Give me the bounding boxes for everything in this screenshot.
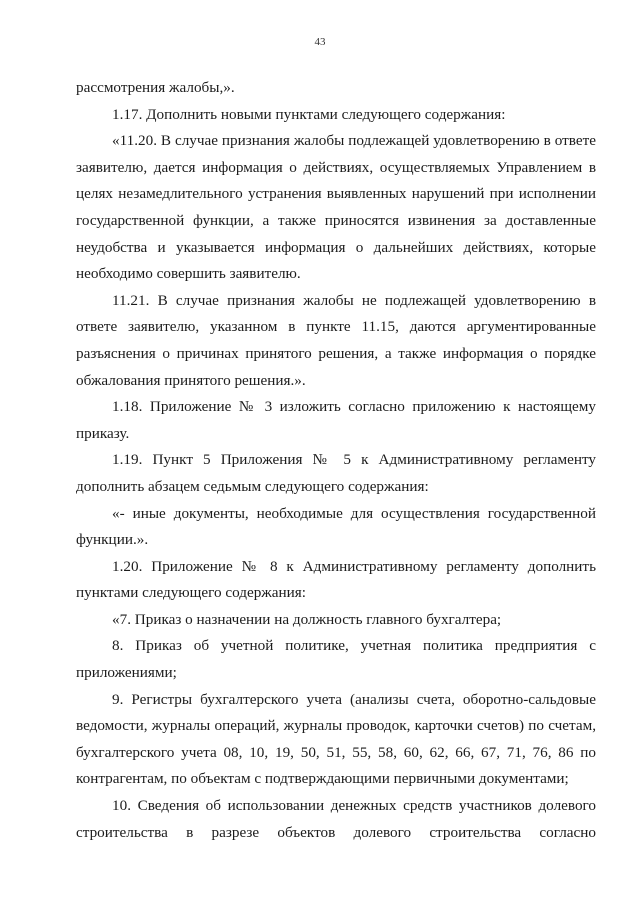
paragraph-1-19: 1.19. Пункт 5 Приложения № 5 к Административному регламенту дополнить абзацем седьмым следующего содержания: (76, 451, 596, 495)
document-body (76, 75, 596, 846)
paragraph-1-17: 1.17. Дополнить новыми пунктами следующего содержания: (112, 105, 506, 123)
list-item-10: 10. Сведения об использовании денежных средств участников долевого строительства в разрезе объектов долевого строительства согласно (76, 797, 596, 841)
paragraph-other-documents: «- иные документы, необходимые для осуществления государственной функции.». (76, 504, 596, 549)
paragraph-1-18: 1.18. Приложение № 3 изложить согласно приложению к настоящему приказу. (76, 398, 596, 442)
page-number: 43 (314, 36, 326, 48)
paragraph-11-21: 11.21. В случае признания жалобы не подлежащей удовлетворению в ответе заявителю, указанном в пункте 11.15, даются аргументированные разъяснения о причинах принятого решения, а также информация о порядке обжалования принятого решения.». (76, 291, 596, 389)
list-item-9: 9. Регистры бухгалтерского учета (анализы счета, оборотно-сальдовые ведомости, журналы операций, журналы проводок, карточки счетов) по счетам, бухгалтерского учета 08, 10, 19, 50, 51, 55, 58, 60, 62, 66, 67, 71, 76, 86 по контрагентам, по объектам с подтверждающими первичными документами; (76, 690, 596, 788)
paragraph-1-20: 1.20. Приложение № 8 к Административному регламенту дополнить пунктами следующего содержания: (76, 557, 596, 602)
paragraph-11-20: «11.20. В случае признания жалобы подлежащей удовлетворению в ответе заявителю, дается информация о действиях, осуществляемых Управлением в целях незамедлительного устранения выявленных нарушений при исполнении государственной функции, а также приносятся извинения за доставленные неудобства и указывается информация о дальнейших действиях, которые необходимо совершить заявителю. (76, 132, 596, 283)
paragraph-continuation: рассмотрения жалобы,». (76, 79, 235, 96)
list-item-8: 8. Приказ об учетной политике, учетная политика предприятия с приложениями; (76, 637, 596, 682)
list-item-7: «7. Приказ о назначении на должность главного бухгалтера; (112, 610, 502, 628)
